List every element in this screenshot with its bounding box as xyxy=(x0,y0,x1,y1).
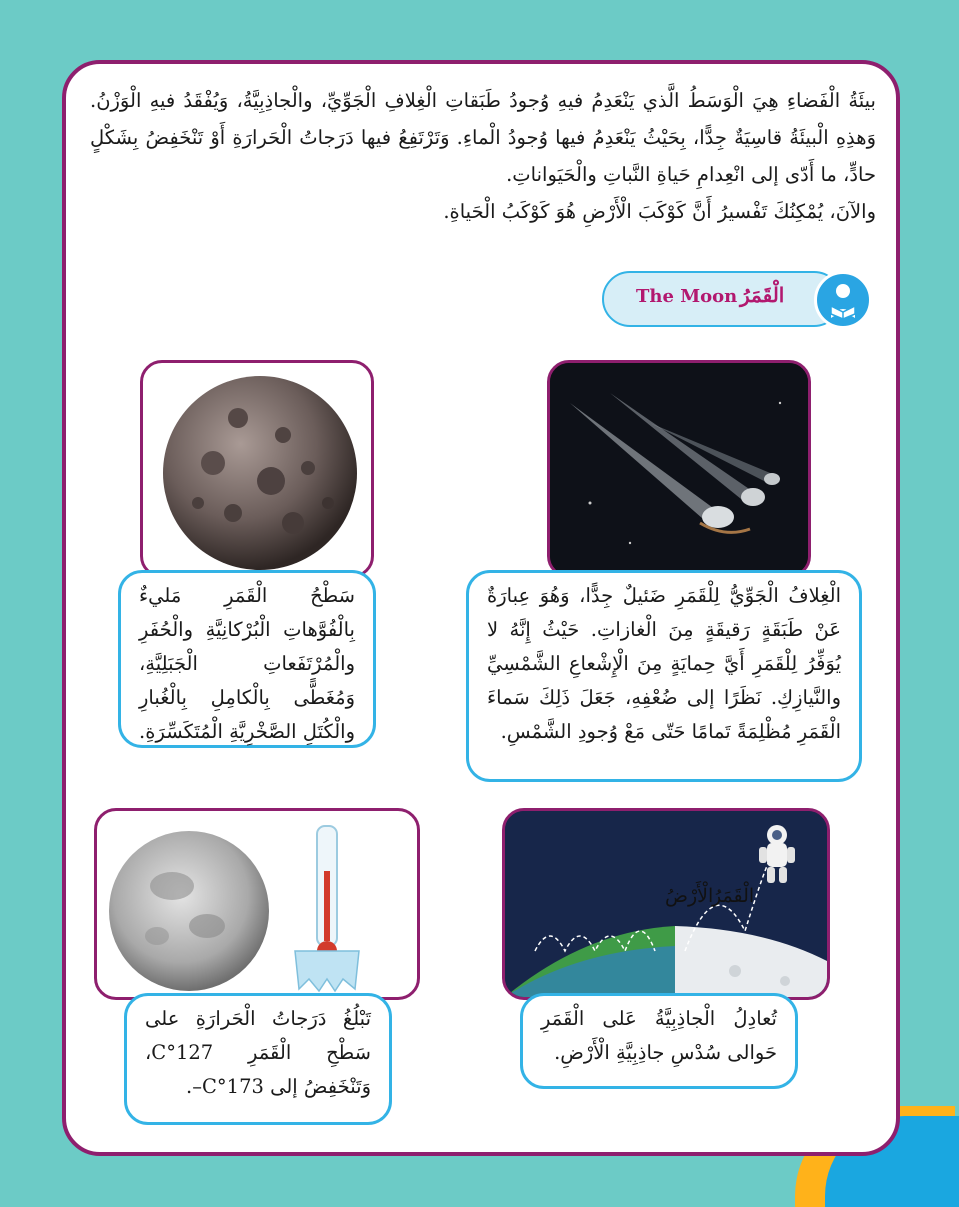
intro-conclusion: والآنَ، يُمْكِنُكَ تَفْسيرُ أَنَّ كَوْكَبَ الْأَرْضِ هُوَ كَوْكَبُ الْحَياةِ. xyxy=(443,200,876,223)
moon-surface-text-box xyxy=(118,570,376,748)
earth-label: الْأَرْضُ xyxy=(665,885,714,907)
moon-surface-image xyxy=(140,360,374,578)
moon-atmosphere-text: الْغِلافُ الْجَوِّيُّ لِلْقَمَرِ ضَئيلٌ جِدًّا، وَهُوَ عِبارَةٌ عَنْ طَبَقَةٍ رَقيقَةٍ مِنَ الْغازاتِ. حَيْثُ إِنَّهُ لا يُوَفِّرُ لِلْقَمَرِ أَيَّ حِمايَةٍ مِنَ الْإِشْعاعِ الشَّمْسِيِّ والنَّيازِكِ. نَظَرًا إلى ضُعْفِهِ، جَعَلَ ذَلِكَ سَماءَ الْقَمَرِ مُظْلِمَةً تَمامًا حَتّى مَعْ وُجودِ الشَّمْسِ. xyxy=(487,584,841,743)
gravity-text-box xyxy=(520,993,798,1089)
moon-temperature-text-box xyxy=(124,993,392,1125)
intro-paragraph xyxy=(90,82,876,230)
moon-label: الْقَمَرُ xyxy=(712,885,755,907)
section-title-arabic: الْقَمَرُ xyxy=(740,283,785,307)
moon-atmosphere-text-box xyxy=(466,570,862,782)
section-title-pill xyxy=(602,271,842,327)
moon-temperature-text: تَبْلُغُ دَرَجاتُ الْحَرارَةِ على سَطْحِ الْقَمَرِ 127°C، وَتَنْخَفِضُ إلى 173°C–. xyxy=(145,1007,371,1098)
reading-icon xyxy=(814,271,872,329)
meteors-image xyxy=(547,360,811,578)
intro-text: بيئَةُ الْفَضاءِ هِيَ الْوَسَطُ الَّذي يَنْعَدِمُ فيهِ وُجودُ طَبَقاتِ الْغِلافِ الْجَوِّيِّ، والْجاذِبِيَّةُ، وَيُفْقَدُ فيهِ الْوَزْنُ. وَهذِهِ الْبيئَةُ قاسِيَةٌ جِدًّا، بِحَيْثُ يَنْعَدِمُ فيها وُجودُ الْماءِ. وَتَرْتَفِعُ فيها دَرَجاتُ الْحَرارَةِ أَوْ تَنْخَفِضُ بِشَكْلٍ حادٍّ، ما أَدّى إلى انْعِدامِ حَياةِ النَّباتِ والْحَيَواناتِ. xyxy=(90,89,876,186)
section-title-english: The Moon xyxy=(636,286,738,307)
gravity-text: تُعادِلُ الْجاذِبِيَّةُ عَلى الْقَمَرِ حَوالى سُدْسِ جاذِبِيَّةِ الْأَرْضِ. xyxy=(541,1007,777,1064)
moon-surface-text: سَطْحُ الْقَمَرِ مَليءٌ بِالْفُوَّهاتِ الْبُرْكانِيَّةِ والْحُفَرِ والْمُرْتَفَعاتِ الْجَبَلِيَّةِ، وَمُغَطًّى بِالْكامِلِ بِالْغُبارِ والْكُتَلِ الصَّخْرِيَّةِ الْمُتَكَسِّرَةِ. xyxy=(139,584,355,743)
moon-temperature-image xyxy=(94,808,420,1000)
